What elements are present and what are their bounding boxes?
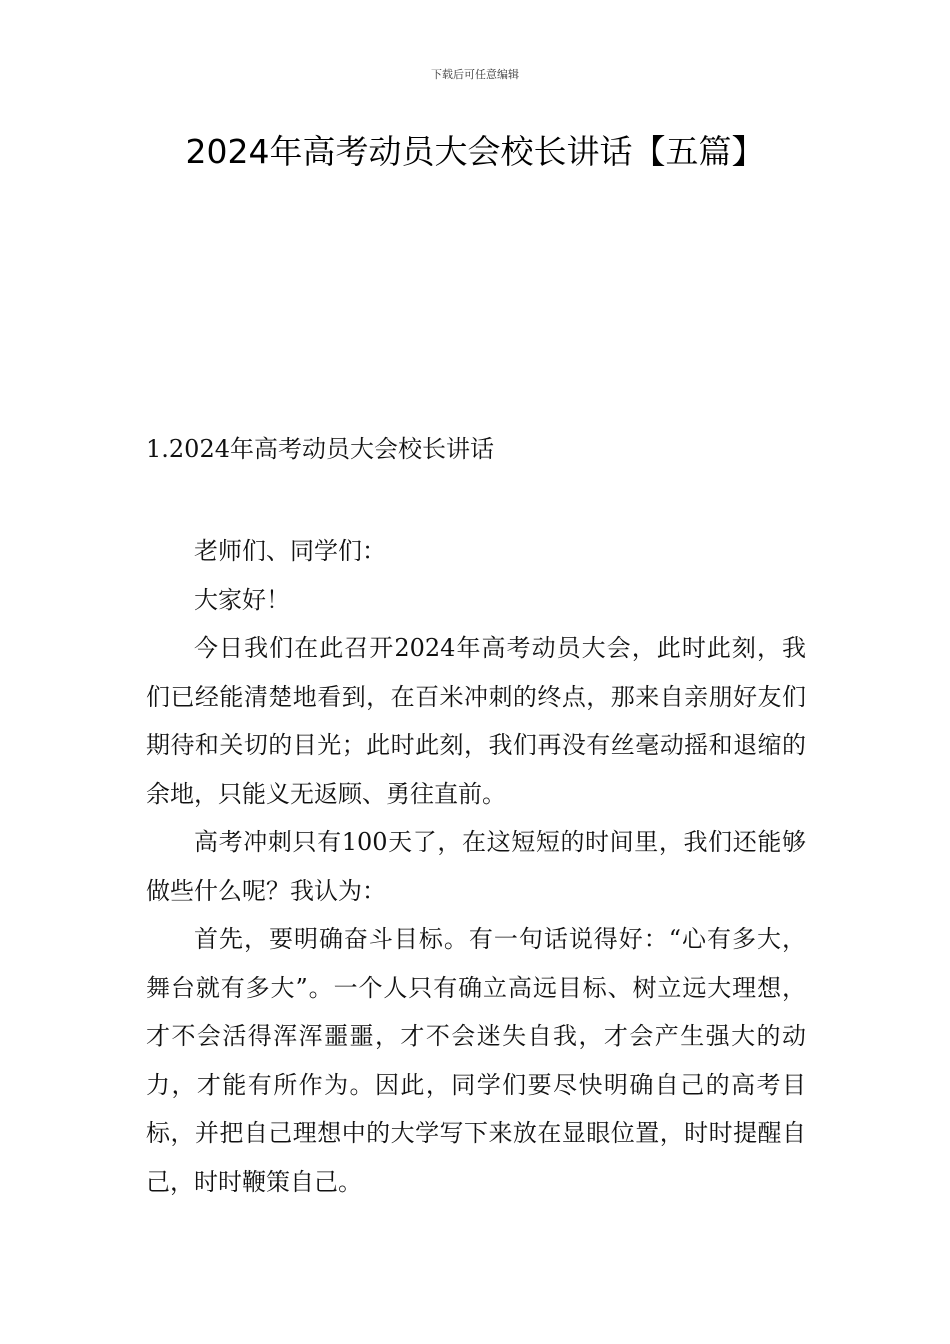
section-heading: 1.2024年高考动员大会校长讲话 [146, 435, 494, 463]
intro-paragraph: 今日我们在此召开2024年高考动员大会，此时此刻，我们已经能清楚地看到，在百米冲刺的终点，那来自亲朋好友们期待和关切的目光；此时此刻，我们再没有丝毫动摇和退缩的余地，只能义无返顾、勇往直前。 [146, 634, 806, 808]
header-note: 下载后可任意编辑 [431, 68, 519, 81]
question-paragraph: 高考冲刺只有100天了，在这短短的时间里，我们还能够做些什么呢？我认为： [146, 828, 806, 905]
greeting-paragraph: 大家好！ [194, 585, 290, 614]
body-text [146, 527, 806, 1206]
salutation-paragraph: 老师们、同学们： [194, 537, 386, 565]
goal-paragraph: 首先，要明确奋斗目标。有一句话说得好：“心有多大，舞台就有多大”。一个人只有确立高远目标、树立远大理想，才不会活得浑浑噩噩，才不会迷失自我，才会产生强大的动力，才能有所作为。因此，同学们要尽快明确自己的高考目标，并把自己理想中的大学写下来放在显眼位置，时时提醒自己，时时鞭策自己。 [146, 925, 806, 1196]
document-title: 2024年高考动员大会校长讲话【五篇】 [185, 132, 765, 171]
